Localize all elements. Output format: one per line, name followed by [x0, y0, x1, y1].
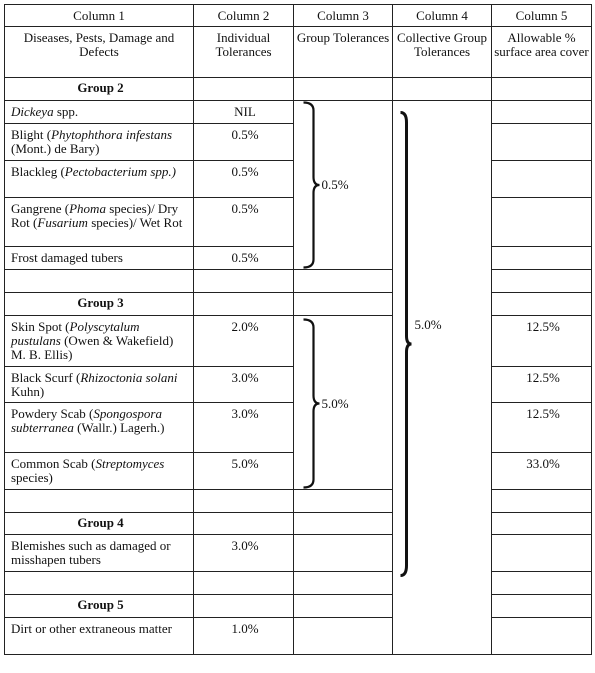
- empty-cell: [393, 78, 492, 101]
- table-row: [5, 367, 592, 403]
- empty-cell: [194, 293, 294, 316]
- collective-tolerance-cell: [393, 453, 492, 490]
- empty-cell: [294, 513, 393, 535]
- surface-area-cover: 33.0%: [492, 453, 592, 490]
- group-tolerance-cell: [294, 101, 393, 124]
- latin-name: Spongospora subterranea: [11, 406, 162, 435]
- defect-name: [5, 316, 194, 367]
- name-text: (Owen & Wakefield) M. B. Ellis): [11, 333, 174, 362]
- defect-name: [5, 403, 194, 453]
- latin-name: Fusarium: [37, 215, 88, 230]
- individual-tolerance: 3.0%: [194, 535, 294, 572]
- collective-tolerance-cell: [393, 535, 492, 572]
- latin-name: Phoma: [69, 201, 106, 216]
- group2-tolerance-value: 0.5%: [321, 177, 349, 192]
- surface-area-cover: 12.5%: [492, 316, 592, 367]
- collective-tolerance-cell: [393, 403, 492, 453]
- collective-tolerance-cell: [393, 618, 492, 655]
- empty-cell: [194, 78, 294, 101]
- table-row: [5, 161, 592, 198]
- collective-tolerance-value: 5.0%: [414, 316, 442, 332]
- individual-tolerance: 0.5%: [194, 161, 294, 198]
- defect-name: [5, 367, 194, 403]
- collective-tolerance-cell: [393, 367, 492, 403]
- individual-tolerance: 0.5%: [194, 198, 294, 247]
- defect-name: [5, 618, 194, 655]
- table-row: [5, 316, 592, 367]
- defect-name: [5, 453, 194, 490]
- collective-tolerance-cell: [393, 101, 492, 124]
- col2-header: Column 2: [194, 5, 294, 27]
- col5-header: Column 5: [492, 5, 592, 27]
- surface-area-cover: [492, 124, 592, 161]
- group3-heading-row: [5, 293, 592, 316]
- group2-label: Group 2: [5, 78, 194, 101]
- empty-cell: [492, 78, 592, 101]
- col3-description: Group Tolerances: [294, 27, 393, 78]
- empty-cell: [194, 490, 294, 513]
- collective-tolerance-cell: [393, 247, 492, 270]
- table-row: [5, 101, 592, 124]
- empty-cell: [492, 595, 592, 618]
- empty-cell: [5, 572, 194, 595]
- surface-area-cover: 12.5%: [492, 367, 592, 403]
- collective-tolerance-cell: [393, 198, 492, 247]
- empty-cell: [393, 490, 492, 513]
- empty-cell: [294, 270, 393, 293]
- group-tolerance-cell: [294, 247, 393, 270]
- group-tolerance-cell: [294, 198, 393, 247]
- empty-cell: [294, 595, 393, 618]
- col1-description: Diseases, Pests, Damage and Defects: [5, 27, 194, 78]
- name-text: Frost damaged tubers: [11, 250, 123, 265]
- individual-tolerance: 3.0%: [194, 403, 294, 453]
- empty-cell: [393, 513, 492, 535]
- group-tolerance-cell: [294, 316, 393, 367]
- group4-heading-row: [5, 513, 592, 535]
- empty-cell: [492, 490, 592, 513]
- defect-name: [5, 161, 194, 198]
- spacer-row: [5, 572, 592, 595]
- name-text: Common Scab (: [11, 456, 96, 471]
- column-number-row: [5, 5, 592, 27]
- col4-description: Collective Group Tolerances: [393, 27, 492, 78]
- spacer-row: [5, 270, 592, 293]
- collective-tolerance-cell: [393, 124, 492, 161]
- name-text: (Wallr.) Lagerh.): [73, 420, 165, 435]
- group-tolerance-cell: [294, 161, 393, 198]
- empty-cell: [393, 293, 492, 316]
- latin-name: Pectobacterium spp.): [64, 164, 176, 179]
- surface-area-cover: [492, 618, 592, 655]
- group4-label: Group 4: [5, 513, 194, 535]
- group-tolerance-cell: [294, 124, 393, 161]
- table-row: [5, 247, 592, 270]
- individual-tolerance: 5.0%: [194, 453, 294, 490]
- table-row: [5, 403, 592, 453]
- group2-heading-row: [5, 78, 592, 101]
- name-text: species): [11, 470, 53, 485]
- group-tolerance-cell: [294, 453, 393, 490]
- empty-cell: [492, 513, 592, 535]
- latin-name: Rhizoctonia solani: [80, 370, 178, 385]
- surface-area-cover: [492, 198, 592, 247]
- group3-label: Group 3: [5, 293, 194, 316]
- individual-tolerance: 0.5%: [194, 247, 294, 270]
- col5-description: Allowable % surface area cover: [492, 27, 592, 78]
- col4-header: Column 4: [393, 5, 492, 27]
- name-text: Dirt or other extraneous matter: [11, 621, 172, 636]
- latin-name: Phytophthora infestans: [51, 127, 173, 142]
- surface-area-cover: [492, 101, 592, 124]
- name-text: Gangrene (: [11, 201, 70, 216]
- table-row: [5, 198, 592, 247]
- name-text: Skin Spot (: [11, 319, 70, 334]
- name-text: Kuhn): [11, 384, 45, 399]
- group-tolerance-cell: [294, 403, 393, 453]
- column-description-row: [5, 27, 592, 78]
- name-text: species)/ Dry Rot (: [11, 201, 179, 230]
- individual-tolerance: NIL: [194, 101, 294, 124]
- empty-cell: [194, 572, 294, 595]
- name-text: spp.: [53, 104, 79, 119]
- table-row: [5, 535, 592, 572]
- spacer-row: [5, 490, 592, 513]
- defect-name: [5, 535, 194, 572]
- defect-name: [5, 101, 194, 124]
- group-tolerance-cell: [294, 535, 393, 572]
- col3-header: Column 3: [294, 5, 393, 27]
- latin-name: Dickeya: [11, 104, 54, 119]
- empty-cell: [294, 572, 393, 595]
- group-tolerance-cell: [294, 367, 393, 403]
- defect-name: [5, 198, 194, 247]
- defect-name: [5, 124, 194, 161]
- collective-tolerance-cell: [393, 161, 492, 198]
- tolerance-table: [4, 4, 592, 655]
- surface-area-cover: [492, 535, 592, 572]
- empty-cell: [393, 572, 492, 595]
- tolerance-table-container: [4, 4, 592, 655]
- name-text: (Mont.) de Bary): [11, 141, 100, 156]
- empty-cell: [194, 513, 294, 535]
- latin-name: Streptomyces: [95, 456, 165, 471]
- group3-tolerance-value: 5.0%: [321, 395, 349, 411]
- empty-cell: [194, 595, 294, 618]
- individual-tolerance: 1.0%: [194, 618, 294, 655]
- col1-header: Column 1: [5, 5, 194, 27]
- group5-heading-row: [5, 595, 592, 618]
- name-text: Black Scurf (: [11, 370, 81, 385]
- empty-cell: [294, 490, 393, 513]
- defect-name: [5, 247, 194, 270]
- individual-tolerance: 2.0%: [194, 316, 294, 367]
- individual-tolerance: 3.0%: [194, 367, 294, 403]
- empty-cell: [492, 270, 592, 293]
- table-row: [5, 618, 592, 655]
- name-text: species)/ Wet Rot: [87, 215, 183, 230]
- name-text: Blemishes such as damaged or misshapen tubers: [11, 538, 171, 567]
- name-text: Blight (: [11, 127, 52, 142]
- surface-area-cover: [492, 161, 592, 198]
- surface-area-cover: 12.5%: [492, 403, 592, 453]
- table-row: [5, 453, 592, 490]
- empty-cell: [393, 595, 492, 618]
- group5-label: Group 5: [5, 595, 194, 618]
- individual-tolerance: 0.5%: [194, 124, 294, 161]
- col2-description: Individual Tolerances: [194, 27, 294, 78]
- name-text: Blackleg (: [11, 164, 65, 179]
- name-text: Powdery Scab (: [11, 406, 94, 421]
- empty-cell: [5, 490, 194, 513]
- table-row: [5, 124, 592, 161]
- latin-name: Polyscytalum pustulans: [11, 319, 140, 348]
- empty-cell: [492, 572, 592, 595]
- group-tolerance-cell: [294, 618, 393, 655]
- empty-cell: [5, 270, 194, 293]
- empty-cell: [194, 270, 294, 293]
- collective-tolerance-cell: [393, 316, 492, 367]
- empty-cell: [492, 293, 592, 316]
- empty-cell: [294, 78, 393, 101]
- empty-cell: [393, 270, 492, 293]
- empty-cell: [294, 293, 393, 316]
- surface-area-cover: [492, 247, 592, 270]
